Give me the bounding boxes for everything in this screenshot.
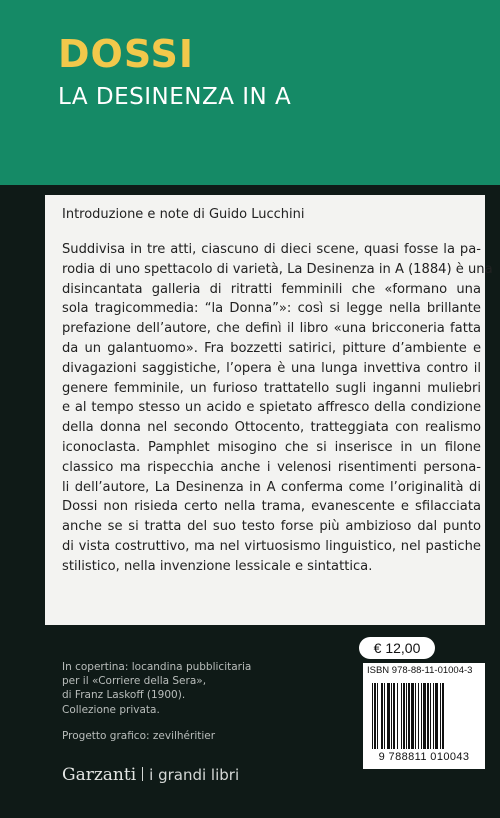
series-name: i grandi libri <box>149 766 240 784</box>
barcode-stripe <box>374 683 376 749</box>
barcode-stripe <box>442 683 444 749</box>
design-credit: Progetto grafico: zevilhéritier <box>62 730 216 742</box>
barcode-stripe <box>377 683 378 749</box>
blurb-line: divagazioni saggistiche, l’opera è una lunga invettiva contro il <box>62 360 481 376</box>
blurb-line: li dell’autore, La Desinenza in A conferma come l’originalità di <box>62 479 481 495</box>
blurb-line: classico ma rispecchia anche i velenosi risentimenti persona- <box>62 459 481 475</box>
intro-credit: Introduzione e note di Guido Lucchini <box>62 207 305 222</box>
barcode-image <box>371 683 477 749</box>
credit-line: per il «Corriere della Sera», <box>62 675 207 688</box>
blurb-line: rodia di uno spettacolo di varietà, La Desinenza in A (1884) è una <box>62 261 493 277</box>
blurb-text <box>62 240 493 577</box>
blurb-line: iconoclasta. Pamphlet misogino che si inserisce in un filone <box>62 439 481 455</box>
price-tag: € 12,00 <box>359 637 435 659</box>
barcode-stripe <box>421 683 422 749</box>
barcode-stripe <box>427 683 429 749</box>
publisher-logo: Garzanti <box>62 765 137 785</box>
barcode-stripe <box>393 683 395 749</box>
barcode-stripe <box>384 683 385 749</box>
publisher-footer <box>62 765 239 785</box>
blurb-line: Suddivisa in tre atti, ciascuno di dieci scene, quasi fosse la pa- <box>62 242 481 257</box>
blurb-line: e al tempo stesso un acido e spietato affresco della condizione <box>62 400 481 416</box>
credit-line: di Franz Laskoff (1900). <box>62 689 186 702</box>
blurb-line: genere femminile, un furioso trattatello sugli inganni muliebri <box>62 380 481 396</box>
barcode-stripe <box>401 683 402 749</box>
blurb-line: stilistico, nella invenzione lessicale e sintattica. <box>62 558 373 574</box>
blurb-line: disincantata galleria di ritratti femminili che «formano una <box>62 281 481 297</box>
footer-divider <box>142 767 143 781</box>
blurb-line: prefazione dell’autore, che definì il libro «una bricconeria fatta <box>62 321 481 337</box>
blurb-line: anche se si tratta del suo testo forse più ambizioso dal punto <box>62 519 481 535</box>
barcode-stripe <box>430 683 431 749</box>
barcode-stripe <box>372 683 373 749</box>
barcode-stripe <box>433 683 434 749</box>
barcode-stripe <box>423 683 426 749</box>
barcode-stripe <box>387 683 390 749</box>
credit-line: Collezione privata. <box>62 703 160 716</box>
barcode-stripe <box>381 683 383 749</box>
blurb-line: Dossi non risieda certo nella trama, evanescente e sfilacciata <box>62 499 481 515</box>
barcode-stripe <box>391 683 392 749</box>
barcode-stripe <box>397 683 398 749</box>
isbn-label: ISBN 978-88-11-01004-3 <box>367 665 473 676</box>
barcode-stripe <box>408 683 410 749</box>
ean-number: 9 788811 010043 <box>378 751 470 763</box>
credit-line: In copertina: locandina pubblicitaria <box>62 661 252 673</box>
barcode-stripe <box>440 683 441 749</box>
blurb-line: di vista costruttivo, ma nel virtuosismo linguistico, nel pastiche <box>62 538 481 554</box>
barcode-stripe <box>418 683 419 749</box>
blurb-line: da un galantuomo». Fra bozzetti satirici, pitture d’ambiente e <box>62 340 481 356</box>
author-name: DOSSI <box>58 32 195 76</box>
cover-header <box>0 0 500 185</box>
barcode-box <box>363 663 485 769</box>
barcode-stripe <box>411 683 414 749</box>
barcode-stripe <box>415 683 416 749</box>
blurb-line: sola tragicommedia: “la Donna”»: così si legge nella brillante <box>62 301 481 317</box>
cover-credits <box>62 660 251 717</box>
barcode-stripe <box>406 683 407 749</box>
barcode-stripe <box>435 683 438 749</box>
blurb-line: della donna nel secondo Ottocento, tratteggiata con realismo <box>62 420 481 436</box>
book-title: LA DESINENZA IN A <box>58 84 292 110</box>
barcode-stripe <box>403 683 405 749</box>
